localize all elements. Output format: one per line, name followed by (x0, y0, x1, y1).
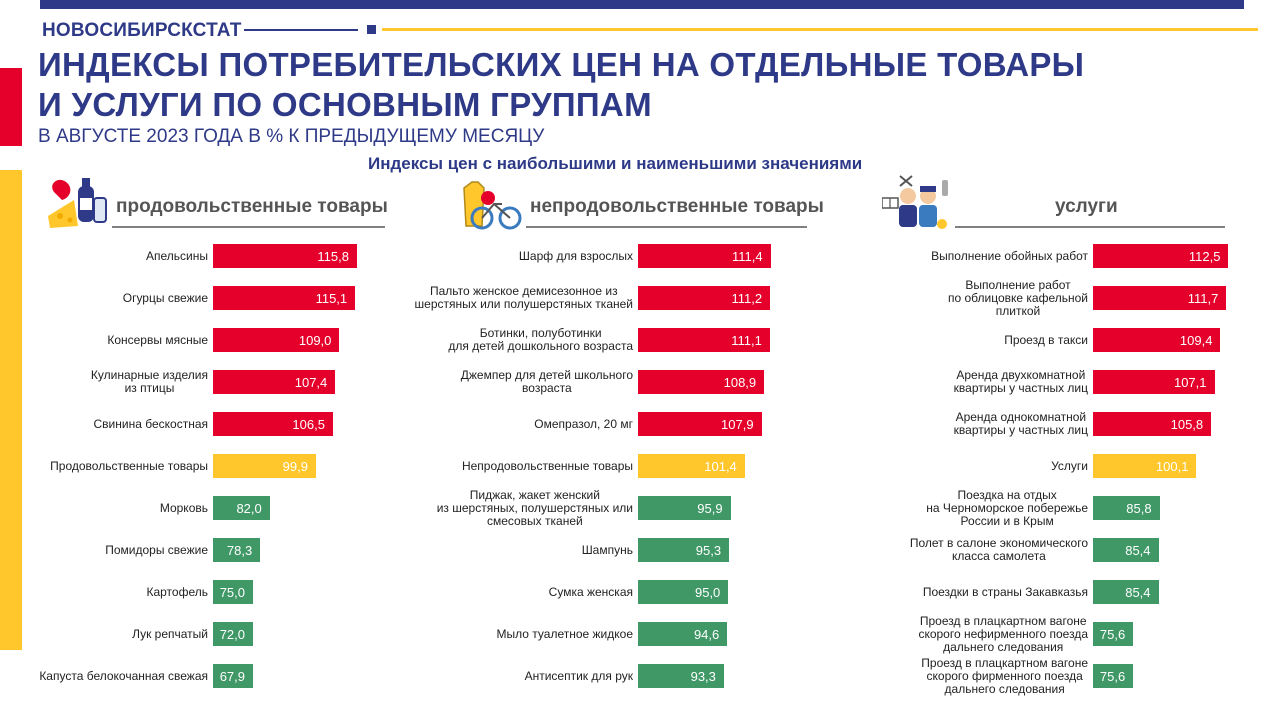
nonfood-row-label: Мыло туалетное жидкое (496, 626, 633, 641)
group-underline-nonfood (526, 226, 807, 228)
section-heading: Индексы цен с наибольшими и наименьшими значениями (368, 154, 863, 173)
services-bar-value: 85,8 (1126, 500, 1152, 516)
nonfood-row-label: Непродовольственные товары (461, 458, 633, 473)
services-bar (1093, 244, 1228, 268)
food-icon (44, 176, 110, 232)
food-bar (213, 454, 316, 478)
food-bar-value: 75,0 (219, 584, 245, 600)
group-title-services: услуги (1055, 196, 1118, 217)
nonfood-bar-value: 101,4 (704, 458, 737, 474)
services-row-label: Проезд в плацкартном вагоне скорого фирменного поезда дальнего следования (921, 655, 1088, 696)
food-bar-value: 99,9 (282, 458, 308, 474)
nonfood-bar (638, 328, 770, 352)
services-row-label: Аренда двухкомнатной квартиры у частных лиц (953, 368, 1088, 395)
nonfood-bar (638, 580, 728, 604)
page-title-line-1: ИНДЕКСЫ ПОТРЕБИТЕЛЬСКИХ ЦЕН НА ОТДЕЛЬНЫЕ ТОВАРЫ (38, 46, 1085, 83)
services-bar-value: 75,6 (1099, 626, 1126, 642)
food-bar-value: 115,8 (317, 248, 349, 264)
services-people-icon (882, 172, 952, 232)
nonfood-bar-value: 107,9 (721, 416, 754, 432)
services-bar (1093, 412, 1211, 436)
nonfood-row-label: Шампунь (581, 542, 633, 557)
services-bar-value: 75,6 (1099, 668, 1126, 684)
food-bar (213, 328, 339, 352)
nonfood-row-label: Сумка женская (548, 584, 633, 599)
nonfood-bar-value: 111,4 (732, 248, 763, 264)
food-row-label: Капуста белокочанная свежая (39, 668, 208, 683)
nonfood-bar-value: 95,9 (697, 500, 723, 516)
food-bar-value: 107,4 (294, 374, 328, 390)
services-bar-value: 100,1 (1155, 458, 1189, 474)
food-bar-value: 78,3 (226, 542, 253, 558)
group-underline-services (955, 226, 1225, 228)
nonfood-bar (638, 496, 731, 520)
services-row-label: Полет в салоне экономического класса самолета (909, 536, 1088, 563)
services-bar (1093, 286, 1226, 310)
nonfood-bar (638, 286, 770, 310)
services-row-label: Аренда однокомнатной квартиры у частных лиц (953, 410, 1088, 437)
brand-divider-line (244, 29, 358, 31)
food-bar (213, 286, 355, 310)
food-row-label: Кулинарные изделия из птицы (90, 368, 208, 395)
food-bar (213, 622, 253, 646)
services-bar (1093, 370, 1215, 394)
nonfood-bar-value: 95,0 (694, 584, 721, 600)
nonfood-row-label: Ботинки, полуботинки для детей дошкольного возраста (448, 326, 633, 353)
services-bar-value: 85,4 (1125, 584, 1151, 600)
nonfood-row-label: Пальто женское демисезонное из шерстяных или полушерстяных тканей (414, 284, 633, 311)
food-bar (213, 538, 260, 562)
services-bar-value: 85,4 (1125, 542, 1151, 558)
brand-divider-square (367, 25, 376, 34)
nonfood-bar (638, 244, 771, 268)
services-bar (1093, 622, 1133, 646)
food-bar-value: 82,0 (236, 500, 262, 516)
group-title-food: продовольственные товары (116, 196, 388, 217)
food-row-label: Апельсины (146, 248, 208, 263)
food-bar-value: 67,9 (219, 668, 245, 684)
services-bar-value: 111,7 (1187, 290, 1219, 306)
nonfood-bar (638, 538, 729, 562)
food-row-label: Картофель (146, 584, 208, 599)
food-row-label: Консервы мясные (107, 332, 208, 347)
brand-yellow-line (382, 28, 1258, 31)
services-row-label: Проезд в плацкартном вагоне скорого нефирменного поезда дальнего следования (918, 613, 1088, 654)
nonfood-bar (638, 454, 745, 478)
nonfood-bar (638, 622, 727, 646)
nonfood-row-label: Джемпер для детей школьного возраста (460, 368, 633, 395)
food-row-label: Морковь (159, 500, 208, 515)
services-bar (1093, 664, 1133, 688)
group-underline-food (112, 226, 385, 228)
food-bar-value: 109,0 (298, 332, 332, 348)
nonfood-row-label: Пиджак, жакет женский из шерстяных, полушерстяных или смесовых тканей (436, 487, 633, 528)
services-row-label: Поездка на отдых на Черноморское побережье России и в Крым (926, 487, 1088, 528)
services-row-label: Проезд в такси (1004, 332, 1088, 347)
services-bar (1093, 538, 1159, 562)
food-row-label: Свинина бескостная (93, 416, 208, 431)
nonfood-bar (638, 370, 764, 394)
services-bar-value: 109,4 (1179, 332, 1213, 348)
page-title-line-2: И УСЛУГИ ПО ОСНОВНЫМ ГРУППАМ (38, 86, 652, 123)
clothing-bicycle-icon (458, 176, 524, 232)
services-bar (1093, 328, 1220, 352)
nonfood-bar-value: 94,6 (693, 626, 720, 642)
page-subtitle: В АВГУСТЕ 2023 ГОДА В % К ПРЕДЫДУЩЕМУ МЕСЯЦУ (38, 126, 545, 147)
left-red-accent (0, 68, 22, 146)
nonfood-bar (638, 412, 762, 436)
services-bar-value: 107,1 (1173, 374, 1207, 390)
nonfood-row-label: Антисептик для рук (524, 668, 633, 683)
services-row-label: Поездки в страны Закавказья (922, 584, 1088, 599)
food-bar (213, 580, 253, 604)
food-row-label: Огурцы свежие (122, 290, 208, 305)
food-row-label: Помидоры свежие (105, 542, 208, 557)
food-bar (213, 412, 333, 436)
services-row-label: Выполнение работ по облицовке кафельной плиткой (948, 277, 1088, 318)
services-bar-value: 112,5 (1188, 248, 1221, 264)
nonfood-row-label: Шарф для взрослых (518, 248, 633, 263)
food-bar (213, 664, 253, 688)
nonfood-bar (638, 664, 724, 688)
nonfood-bar-value: 111,2 (731, 290, 763, 306)
services-bar (1093, 580, 1159, 604)
group-title-nonfood: непродовольственные товары (530, 196, 824, 217)
food-row-label: Лук репчатый (132, 626, 208, 641)
food-bar-value: 72,0 (219, 626, 245, 642)
nonfood-bar-value: 93,3 (690, 668, 716, 684)
food-row-label: Продовольственные товары (50, 458, 208, 473)
nonfood-bar-value: 111,1 (731, 332, 762, 348)
top-accent-bar (40, 0, 1244, 9)
food-bar (213, 370, 335, 394)
services-row-label: Услуги (1051, 458, 1088, 473)
services-bar (1093, 454, 1196, 478)
food-bar (213, 244, 357, 268)
food-bar-value: 106,5 (292, 416, 325, 432)
services-row-label: Выполнение обойных работ (931, 248, 1088, 263)
brand-name: НОВОСИБИРСКСТАТ (42, 20, 242, 41)
nonfood-bar-value: 108,9 (723, 374, 757, 390)
food-bar-value: 115,1 (315, 290, 348, 306)
nonfood-bar-value: 95,3 (695, 542, 722, 558)
food-bar (213, 496, 270, 520)
services-bar-value: 105,8 (1170, 416, 1204, 432)
services-bar (1093, 496, 1160, 520)
nonfood-row-label: Омепразол, 20 мг (534, 416, 633, 431)
